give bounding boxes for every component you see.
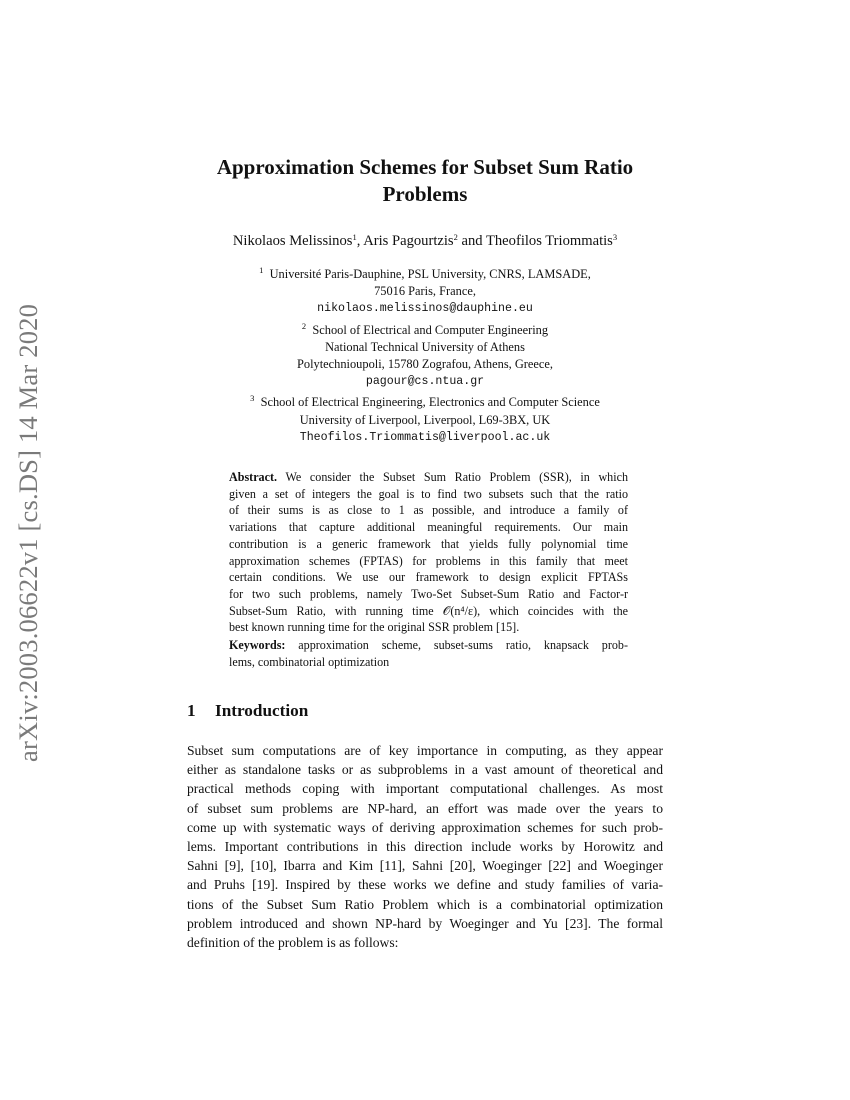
affil-marker: 2: [301, 320, 307, 331]
affil-marker: 3: [250, 393, 255, 404]
body-line: of subset sum problems are NP-hard, an effort was made over the years to: [187, 800, 663, 816]
affiliation-line: [150, 262, 700, 283]
author-name: Theofilos Triommatis: [485, 233, 613, 249]
keywords-line: [229, 637, 628, 654]
affiliation-line: [150, 318, 700, 339]
body-line: practical methods coping with important computational challenges. As most: [187, 781, 663, 797]
arxiv-identifier: arXiv:2003.06622v1 [cs.DS] 14 Mar 2020: [13, 303, 43, 762]
body-line: Sahni [9], [10], Ibarra and Kim [11], Sahni [20], Woeginger [22] and Woeginger: [187, 858, 663, 874]
author-affil-marker: 2: [453, 232, 458, 242]
affiliation-line: [150, 390, 700, 411]
abstract-line: certain conditions. We use our framework to design explicit FPTASs: [229, 570, 628, 585]
affil-text: School of Electrical and Computer Engineering: [312, 322, 549, 337]
author-affil-marker: 1: [352, 232, 357, 242]
abstract-line: contribution is a generic framework that yields fully polynomial time: [229, 536, 628, 551]
abstract-line: approximation schemes (FPTAS) for problems in this family that meet: [229, 553, 628, 568]
body-line: definition of the problem is as follows:: [187, 935, 399, 951]
abstract-line: [229, 469, 628, 486]
abstract-line: given a set of integers the goal is to find two subsets such that the ratio: [229, 486, 628, 501]
section-number: 1: [187, 701, 196, 720]
abstract: [229, 469, 628, 636]
body-line: either as standalone tasks or as subproblems in a vast amount of theoretical and: [187, 762, 663, 778]
affil-text: School of Electrical Engineering, Electronics and Computer Science: [260, 395, 600, 410]
body-line: problem introduced and shown NP-hard by Woeginger and Yu [23]. The formal: [187, 915, 663, 931]
body-line: come up with systematic ways of deriving approximation schemes for such prob-: [187, 819, 663, 835]
abstract-line: for two such problems, namely Two-Set Subset-Sum Ratio and Factor-r: [229, 586, 628, 601]
affiliation-line: Polytechnioupoli, 15780 Zografou, Athens, Greece,: [296, 357, 554, 372]
affiliation-line: University of Liverpool, Liverpool, L69-3BX, UK: [299, 412, 551, 427]
section-heading: [187, 701, 308, 721]
author-separator: and: [457, 233, 486, 249]
affiliation-line: 75016 Paris, France,: [374, 284, 476, 299]
affil-text: Université Paris-Dauphine, PSL University, CNRS, LAMSADE,: [269, 267, 591, 281]
title-line: Approximation Schemes for Subset Sum Ratio: [216, 155, 634, 179]
affil-email[interactable]: Theofilos.Triommatis@liverpool.ac.uk: [299, 430, 551, 444]
section-title: Introduction: [215, 701, 309, 720]
title-line: Problems: [382, 182, 468, 206]
keywords-line: lems, combinatorial optimization: [229, 654, 390, 669]
introduction-body: [187, 741, 663, 952]
affil-email[interactable]: nikolaos.melissinos@dauphine.eu: [317, 302, 533, 316]
abstract-text: We consider the Subset Sum Ratio Problem (SSR), in which: [277, 470, 628, 484]
author-name: Aris Pagourtzis: [363, 233, 454, 249]
author-name: Nikolaos Melissinos: [232, 233, 353, 249]
abstract-line: of their sums is as close to 1 as possible, and introduce a family of: [229, 503, 628, 518]
keywords-text: approximation scheme, subset-sums ratio, knapsack prob-: [285, 638, 628, 652]
abstract-line: variations that capture additional meaningful requirements. Our main: [229, 520, 628, 535]
abstract-line: Subset-Sum Ratio, with running time 𝒪(n⁴/ε), which coincides with the: [229, 603, 628, 618]
body-line: and Pruhs [19]. Inspired by these works we define and study families of varia-: [187, 877, 663, 893]
affiliations: [150, 262, 700, 446]
author-affil-marker: 3: [612, 232, 618, 242]
affiliation-line: National Technical University of Athens: [325, 339, 525, 354]
affil-email[interactable]: pagour@cs.ntua.gr: [365, 375, 485, 389]
paper-title: [150, 154, 700, 208]
author-list: [150, 232, 700, 250]
body-line: Subset sum computations are of key importance in computing, as they appear: [187, 743, 663, 758]
abstract-line: best known running time for the original SSR problem [15].: [229, 620, 520, 635]
body-line: tions of the Subset Sum Ratio Problem which is a combinatorial optimization: [187, 896, 663, 912]
affil-marker: 1: [259, 265, 264, 275]
keywords-label: Keywords:: [229, 638, 286, 652]
body-line: lems. Important contributions in this direction include works by Horowitz and: [187, 839, 663, 855]
keywords: [229, 637, 628, 670]
author-separator: ,: [356, 233, 364, 249]
abstract-label: Abstract.: [229, 470, 278, 484]
